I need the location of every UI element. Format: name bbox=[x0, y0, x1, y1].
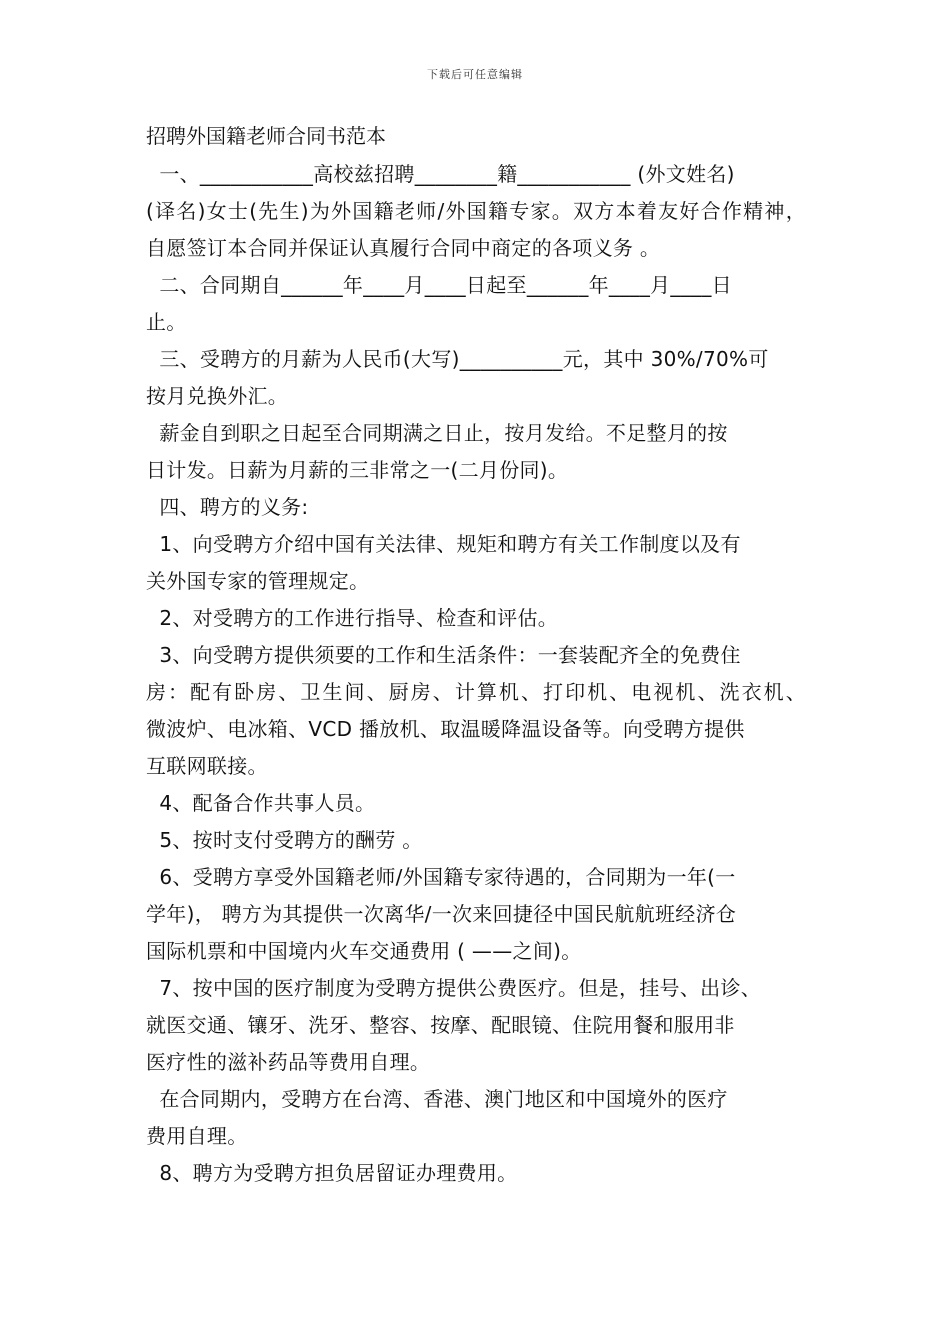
body-line: 4、配备合作共事人员。 bbox=[146, 791, 376, 815]
body-line: 按月兑换外汇。 bbox=[146, 384, 289, 408]
body-line: 在合同期内，受聘方在台湾、香港、澳门地区和中国境外的医疗 bbox=[146, 1087, 728, 1111]
body-line: 房：配有卧房、卫生间、厨房、计算机、打印机、电视机、洗衣机、 bbox=[146, 680, 806, 704]
body-line: 3、向受聘方提供须要的工作和生活条件：一套装配齐全的免费住 bbox=[146, 643, 741, 667]
body-line: 四、聘方的义务: bbox=[146, 495, 309, 519]
body-line: 1、向受聘方介绍中国有关法律、规矩和聘方有关工作制度以及有 bbox=[146, 532, 741, 556]
body-line: 自愿签订本合同并保证认真履行合同中商定的各项义务 。 bbox=[146, 236, 661, 260]
body-line: 医疗性的滋补药品等费用自理。 bbox=[146, 1050, 431, 1074]
body-line: 关外国专家的管理规定。 bbox=[146, 569, 370, 593]
body-line: 6、受聘方享受外国籍老师/外国籍专家待遇的，合同期为一年(一 bbox=[146, 865, 736, 889]
body-line: 互联网联接。 bbox=[146, 754, 268, 778]
body-line: 日计发。日薪为月薪的三非常之一(二月份同)。 bbox=[146, 458, 569, 482]
body-line: 学年)， 聘方为其提供一次离华/一次来回捷径中国民航航班经济仓 bbox=[146, 902, 737, 926]
body-line: 薪金自到职之日起至合同期满之日止，按月发给。不足整月的按 bbox=[146, 421, 728, 445]
body-line: 微波炉、电冰箱、VCD 播放机、取温暖降温设备等。向受聘方提供 bbox=[146, 717, 745, 741]
body-line: 费用自理。 bbox=[146, 1124, 248, 1148]
body-line: 5、按时支付受聘方的酬劳 。 bbox=[146, 828, 423, 852]
body-line: 止。 bbox=[146, 310, 187, 334]
body-line: 三、受聘方的月薪为人民币(大写)__________元，其中 30%/70%可 bbox=[146, 347, 769, 371]
body-line: 2、对受聘方的工作进行指导、检查和评估。 bbox=[146, 606, 559, 630]
body-line: 一、___________高校兹招聘________籍___________ (外文姓名) bbox=[146, 162, 735, 186]
body-line: 二、合同期自______年____月____日起至______年____月____日 bbox=[146, 273, 732, 297]
body-line: 就医交通、镶牙、洗牙、整容、按摩、配眼镜、住院用餐和服用非 bbox=[146, 1013, 735, 1037]
body-line: 国际机票和中国境内火车交通费用 ( ——之间)。 bbox=[146, 939, 582, 963]
document-title: 招聘外国籍老师合同书范本 bbox=[146, 124, 386, 148]
page-header: 下载后可任意编辑 bbox=[427, 68, 523, 81]
body-line: (译名)女士(先生)为外国籍老师/外国籍专家。双方本着友好合作精神， bbox=[146, 199, 806, 223]
document-body bbox=[146, 156, 806, 1192]
body-line: 8、聘方为受聘方担负居留证办理费用。 bbox=[146, 1161, 518, 1185]
body-line: 7、按中国的医疗制度为受聘方提供公费医疗。但是，挂号、出诊、 bbox=[146, 976, 762, 1000]
